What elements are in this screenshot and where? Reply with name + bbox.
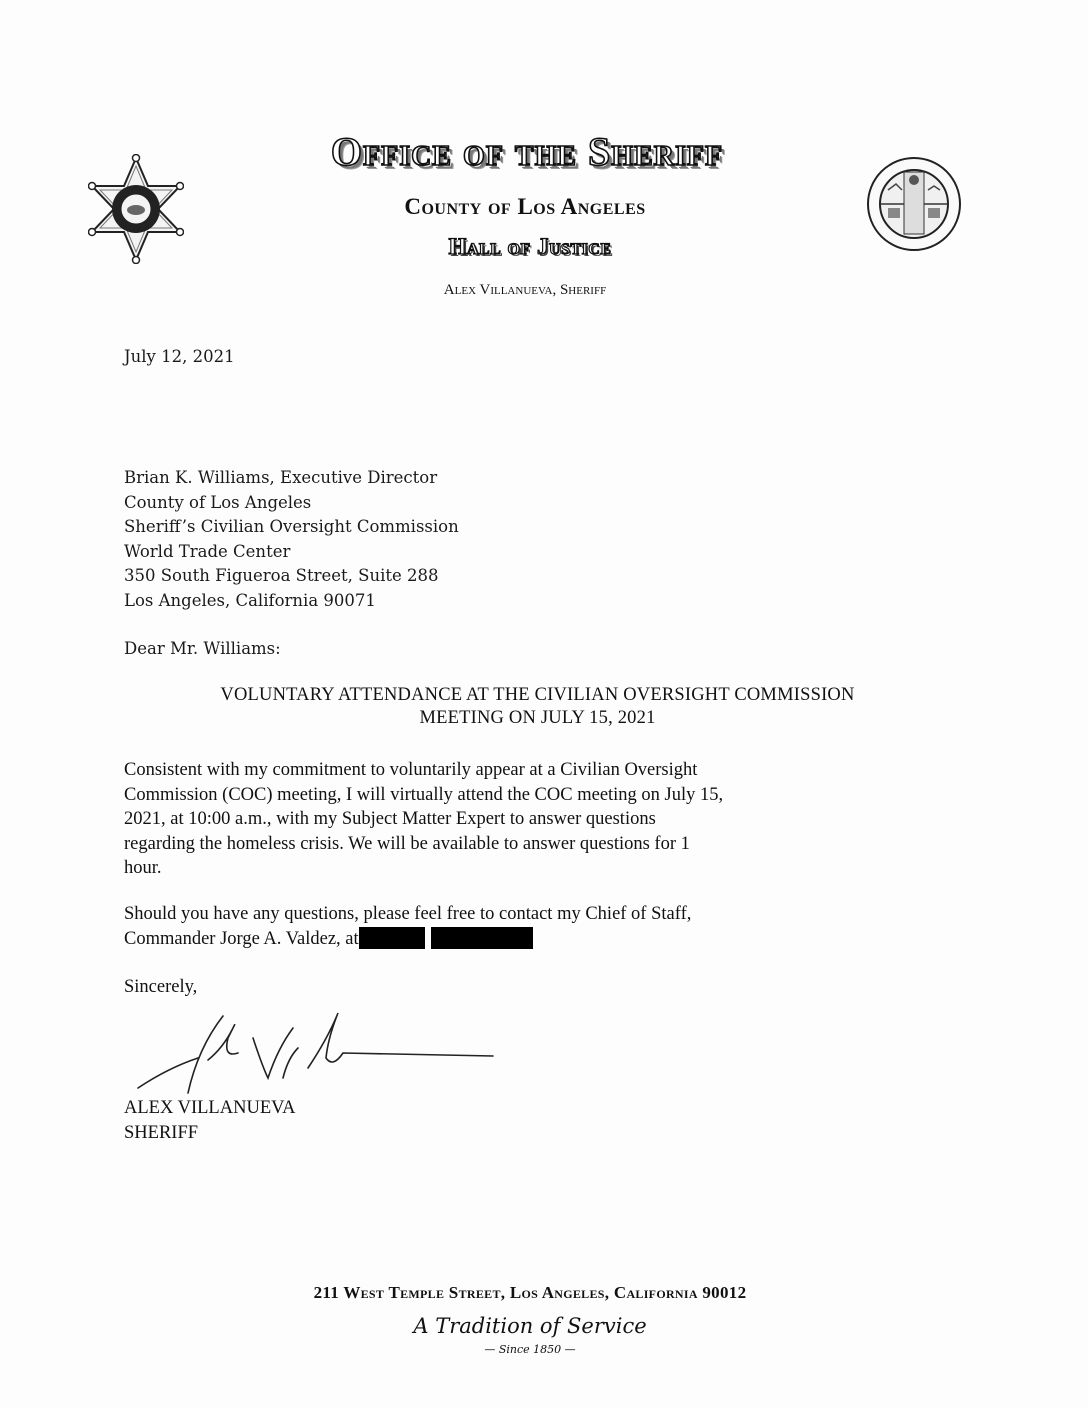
subject-line — [130, 684, 945, 730]
recipient-line: Brian K. Williams, Executive Director — [124, 468, 438, 487]
salutation: Dear Mr. Williams: — [124, 639, 281, 658]
letterhead-title: Office of the Sheriff — [330, 129, 724, 174]
redaction-box — [359, 927, 425, 949]
county-seal-icon — [866, 156, 962, 252]
letterhead-building: Hall of Justice — [448, 234, 612, 259]
body-paragraph-2 — [124, 902, 954, 951]
paragraph-line — [124, 927, 954, 952]
closing: Sincerely, — [124, 977, 198, 997]
footer-address: 211 West Temple Street, Los Angeles, California 90012 — [313, 1283, 747, 1302]
letterhead-sheriff-name: Alex Villanueva, Sheriff — [443, 282, 607, 298]
paragraph-line: Should you have any questions, please feel free to contact my Chief of Staff, — [124, 904, 692, 924]
letterhead-county: County of Los Angeles — [404, 194, 646, 219]
paragraph-line: Commission (COC) meeting, I will virtually attend the COC meeting on July 15, — [124, 784, 724, 805]
footer-since: — Since 1850 — — [484, 1343, 576, 1356]
paragraph-line: Consistent with my commitment to voluntarily appear at a Civilian Oversight — [124, 760, 698, 780]
sheriff-star-badge-icon — [88, 154, 184, 264]
paragraph-line: 2021, at 10:00 a.m., with my Subject Matter Expert to answer questions — [124, 809, 656, 829]
signer-block — [124, 1096, 295, 1146]
signature-icon — [128, 998, 508, 1098]
recipient-address — [124, 466, 459, 613]
subject-line-2: MEETING ON JULY 15, 2021 — [419, 708, 656, 728]
recipient-line: 350 South Figueroa Street, Suite 288 — [124, 566, 439, 585]
letter-date: July 12, 2021 — [124, 347, 235, 366]
contact-text: Commander Jorge A. Valdez, at — [124, 928, 359, 949]
redaction-box — [431, 927, 533, 949]
footer-motto: A Tradition of Service — [413, 1314, 647, 1338]
recipient-line: Los Angeles, California 90071 — [124, 590, 376, 610]
signer-name: ALEX VILLANUEVA — [124, 1098, 296, 1118]
subject-line-1: VOLUNTARY ATTENDANCE AT THE CIVILIAN OVERSIGHT COMMISSION — [220, 685, 855, 705]
body-paragraph-1 — [124, 758, 954, 881]
recipient-line: County of Los Angeles — [124, 492, 312, 512]
paragraph-line: regarding the homeless crisis. We will be available to answer questions for 1 — [124, 833, 690, 854]
paragraph-line: hour. — [124, 858, 162, 878]
recipient-line: World Trade Center — [124, 541, 291, 561]
recipient-line: Sheriff’s Civilian Oversight Commission — [124, 517, 459, 536]
signer-title: SHERIFF — [124, 1123, 199, 1143]
